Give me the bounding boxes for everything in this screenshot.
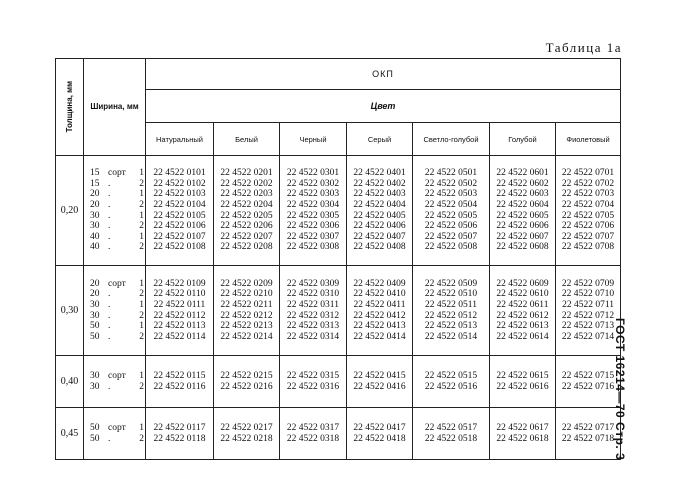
okp-code-cell bbox=[280, 408, 347, 460]
okp-code: 22 4522 0409 bbox=[353, 278, 406, 289]
okp-code: 22 4522 0413 bbox=[353, 321, 406, 332]
width-line bbox=[90, 371, 145, 382]
okp-code-cell bbox=[214, 156, 280, 266]
okp-code-cell bbox=[413, 266, 490, 356]
okp-code: 22 4522 0404 bbox=[353, 199, 406, 210]
okp-code: 22 4522 0705 bbox=[561, 210, 615, 221]
okp-code: 22 4522 0214 bbox=[220, 331, 273, 342]
okp-code: 22 4522 0502 bbox=[424, 178, 478, 189]
okp-code: 22 4522 0202 bbox=[220, 178, 273, 189]
okp-code: 22 4522 0112 bbox=[153, 310, 206, 321]
okp-code: 22 4522 0416 bbox=[353, 381, 406, 392]
okp-code: 22 4522 0714 bbox=[561, 331, 615, 342]
width-grade: 1 bbox=[139, 168, 144, 179]
okp-code: 22 4522 0417 bbox=[353, 422, 406, 433]
okp-code: 22 4522 0311 bbox=[287, 299, 339, 310]
width-sort: . bbox=[108, 433, 111, 444]
thickness-cell: 0,20 bbox=[56, 156, 84, 266]
okp-code-cell bbox=[413, 408, 490, 460]
okp-code: 22 4522 0407 bbox=[353, 231, 406, 242]
width-grade: 1 bbox=[139, 370, 144, 381]
width-grade: 1 bbox=[139, 321, 144, 332]
width-sort: . bbox=[108, 189, 111, 200]
okp-code: 22 4522 0108 bbox=[153, 242, 206, 253]
okp-code: 22 4522 0506 bbox=[424, 221, 478, 232]
width-sort: . bbox=[108, 310, 111, 321]
width-sort: . bbox=[108, 299, 111, 310]
okp-code: 22 4522 0617 bbox=[496, 422, 549, 433]
width-line bbox=[90, 311, 145, 322]
width-sort: . bbox=[108, 178, 111, 189]
width-line bbox=[90, 382, 145, 393]
width-grade: 2 bbox=[139, 381, 144, 392]
width-sort: . bbox=[108, 331, 111, 342]
okp-code: 22 4522 0706 bbox=[561, 221, 615, 232]
width-cell bbox=[84, 408, 146, 460]
width-sort: сорт bbox=[108, 168, 126, 179]
okp-code-cell bbox=[146, 408, 214, 460]
okp-code: 22 4522 0213 bbox=[220, 321, 273, 332]
okp-code: 22 4522 0305 bbox=[286, 210, 340, 221]
okp-code: 22 4522 0713 bbox=[561, 321, 615, 332]
width-w: 40 bbox=[90, 231, 100, 242]
okp-code: 22 4522 0315 bbox=[286, 370, 340, 381]
width-grade: 1 bbox=[139, 422, 144, 433]
color-white: Белый bbox=[214, 123, 280, 156]
okp-code-cell bbox=[347, 156, 413, 266]
width-line bbox=[90, 434, 145, 445]
width-line bbox=[90, 168, 145, 179]
okp-code: 22 4522 0116 bbox=[153, 381, 206, 392]
okp-table bbox=[55, 58, 621, 460]
okp-code: 22 4522 0106 bbox=[153, 221, 206, 232]
okp-code: 22 4522 0111 bbox=[153, 299, 206, 310]
width-line bbox=[90, 211, 145, 222]
width-w: 30 bbox=[90, 310, 100, 321]
okp-code: 22 4522 0313 bbox=[286, 321, 340, 332]
width-grade: 2 bbox=[139, 310, 144, 321]
okp-code-cell bbox=[556, 156, 621, 266]
okp-code: 22 4522 0104 bbox=[153, 199, 206, 210]
okp-code: 22 4522 0711 bbox=[562, 299, 614, 310]
okp-code: 22 4522 0414 bbox=[353, 331, 406, 342]
okp-code: 22 4522 0709 bbox=[561, 278, 615, 289]
width-w: 20 bbox=[90, 278, 100, 289]
okp-code: 22 4522 0511 bbox=[425, 299, 477, 310]
width-sort: . bbox=[108, 321, 111, 332]
okp-code: 22 4522 0605 bbox=[496, 210, 549, 221]
thickness-header bbox=[56, 59, 84, 156]
okp-header: ОКП bbox=[146, 59, 621, 90]
okp-code: 22 4522 0505 bbox=[424, 210, 478, 221]
width-line bbox=[90, 321, 145, 332]
okp-code: 22 4522 0218 bbox=[220, 433, 273, 444]
width-w: 50 bbox=[90, 321, 100, 332]
okp-code: 22 4522 0203 bbox=[220, 189, 273, 200]
okp-code: 22 4522 0303 bbox=[286, 189, 340, 200]
okp-code: 22 4522 0610 bbox=[496, 289, 549, 300]
okp-code: 22 4522 0507 bbox=[424, 231, 478, 242]
okp-code: 22 4522 0102 bbox=[153, 178, 206, 189]
okp-code: 22 4522 0401 bbox=[353, 168, 406, 179]
okp-code: 22 4522 0209 bbox=[220, 278, 273, 289]
width-line bbox=[90, 242, 145, 253]
okp-code: 22 4522 0310 bbox=[286, 289, 340, 300]
okp-code: 22 4522 0718 bbox=[561, 433, 615, 444]
okp-code: 22 4522 0304 bbox=[286, 199, 340, 210]
width-grade: 1 bbox=[139, 278, 144, 289]
width-w: 30 bbox=[90, 370, 100, 381]
okp-code: 22 4522 0207 bbox=[220, 231, 273, 242]
width-w: 20 bbox=[90, 189, 100, 200]
width-w: 15 bbox=[90, 168, 100, 179]
color-natural: Натуральный bbox=[146, 123, 214, 156]
width-sort: . bbox=[108, 199, 111, 210]
okp-code: 22 4522 0110 bbox=[153, 289, 206, 300]
okp-code: 22 4522 0616 bbox=[496, 381, 549, 392]
width-sort: . bbox=[108, 242, 111, 253]
okp-code: 22 4522 0611 bbox=[496, 299, 549, 310]
okp-code: 22 4522 0306 bbox=[286, 221, 340, 232]
okp-code-cell bbox=[490, 156, 556, 266]
okp-code: 22 4522 0509 bbox=[424, 278, 478, 289]
okp-code: 22 4522 0515 bbox=[424, 370, 478, 381]
width-line bbox=[90, 232, 145, 243]
width-grade: 1 bbox=[139, 210, 144, 221]
okp-code: 22 4522 0614 bbox=[496, 331, 549, 342]
okp-code: 22 4522 0604 bbox=[496, 199, 549, 210]
width-sort: . bbox=[108, 210, 111, 221]
side-caption: ГОСТ 16214—70 Стр. 3 bbox=[613, 318, 627, 461]
okp-code: 22 4522 0418 bbox=[353, 433, 406, 444]
okp-code: 22 4522 0208 bbox=[220, 242, 273, 253]
okp-code-cell bbox=[214, 266, 280, 356]
width-grade: 2 bbox=[139, 242, 144, 253]
color-violet: Фиолетовый bbox=[556, 123, 621, 156]
okp-code: 22 4522 0205 bbox=[220, 210, 273, 221]
okp-code: 22 4522 0408 bbox=[353, 242, 406, 253]
table-body bbox=[56, 156, 621, 460]
width-sort: сорт bbox=[108, 278, 126, 289]
okp-code: 22 4522 0704 bbox=[561, 199, 615, 210]
color-light-blue: Светло-голубой bbox=[413, 123, 490, 156]
okp-code: 22 4522 0211 bbox=[220, 299, 273, 310]
okp-code-cell bbox=[413, 356, 490, 408]
width-cell bbox=[84, 266, 146, 356]
width-line bbox=[90, 332, 145, 343]
width-cell bbox=[84, 156, 146, 266]
table-row bbox=[56, 408, 621, 460]
okp-code: 22 4522 0312 bbox=[286, 310, 340, 321]
okp-code: 22 4522 0201 bbox=[220, 168, 273, 179]
thickness-cell: 0,45 bbox=[56, 408, 84, 460]
width-grade: 1 bbox=[139, 189, 144, 200]
okp-code: 22 4522 0402 bbox=[353, 178, 406, 189]
okp-code: 22 4522 0702 bbox=[561, 178, 615, 189]
width-line bbox=[90, 221, 145, 232]
width-line bbox=[90, 300, 145, 311]
width-sort: . bbox=[108, 231, 111, 242]
thickness-cell: 0,40 bbox=[56, 356, 84, 408]
color-grey: Серый bbox=[347, 123, 413, 156]
okp-code: 22 4522 0716 bbox=[561, 381, 615, 392]
okp-code: 22 4522 0204 bbox=[220, 199, 273, 210]
table-title: Таблица 1а bbox=[545, 40, 622, 55]
okp-code: 22 4522 0517 bbox=[424, 422, 478, 433]
okp-code-cell bbox=[146, 356, 214, 408]
okp-code: 22 4522 0314 bbox=[286, 331, 340, 342]
okp-code: 22 4522 0602 bbox=[496, 178, 549, 189]
okp-code: 22 4522 0115 bbox=[153, 370, 206, 381]
width-grade: 2 bbox=[139, 221, 144, 232]
okp-code: 22 4522 0707 bbox=[561, 231, 615, 242]
table-row bbox=[56, 356, 621, 408]
width-line bbox=[90, 200, 145, 211]
okp-code: 22 4522 0510 bbox=[424, 289, 478, 300]
okp-code: 22 4522 0518 bbox=[424, 433, 478, 444]
okp-code: 22 4522 0210 bbox=[220, 289, 273, 300]
okp-code-cell bbox=[280, 266, 347, 356]
okp-code-cell bbox=[347, 356, 413, 408]
okp-code: 22 4522 0105 bbox=[153, 210, 206, 221]
okp-code: 22 4522 0411 bbox=[353, 299, 406, 310]
okp-code: 22 4522 0717 bbox=[561, 422, 615, 433]
okp-code: 22 4522 0503 bbox=[424, 189, 478, 200]
width-w: 20 bbox=[90, 289, 100, 300]
width-w: 15 bbox=[90, 178, 100, 189]
okp-code-cell bbox=[413, 156, 490, 266]
okp-code: 22 4522 0508 bbox=[424, 242, 478, 253]
okp-code: 22 4522 0215 bbox=[220, 370, 273, 381]
okp-code: 22 4522 0318 bbox=[286, 433, 340, 444]
okp-code: 22 4522 0216 bbox=[220, 381, 273, 392]
okp-code-cell bbox=[490, 408, 556, 460]
okp-code: 22 4522 0710 bbox=[561, 289, 615, 300]
width-sort: . bbox=[108, 289, 111, 300]
okp-code: 22 4522 0109 bbox=[153, 278, 206, 289]
color-blue: Голубой bbox=[490, 123, 556, 156]
okp-code: 22 4522 0618 bbox=[496, 433, 549, 444]
width-w: 30 bbox=[90, 299, 100, 310]
okp-code: 22 4522 0609 bbox=[496, 278, 549, 289]
okp-code-cell bbox=[214, 408, 280, 460]
okp-code: 22 4522 0516 bbox=[424, 381, 478, 392]
width-sort: сорт bbox=[108, 370, 126, 381]
okp-code: 22 4522 0513 bbox=[424, 321, 478, 332]
okp-code: 22 4522 0308 bbox=[286, 242, 340, 253]
okp-code: 22 4522 0501 bbox=[424, 168, 478, 179]
okp-code: 22 4522 0302 bbox=[286, 178, 340, 189]
width-w: 20 bbox=[90, 199, 100, 210]
color-header: Цвет bbox=[146, 90, 621, 123]
width-w: 30 bbox=[90, 221, 100, 232]
okp-code: 22 4522 0114 bbox=[153, 331, 206, 342]
width-w: 30 bbox=[90, 381, 100, 392]
okp-code: 22 4522 0206 bbox=[220, 221, 273, 232]
width-w: 30 bbox=[90, 210, 100, 221]
okp-code: 22 4522 0603 bbox=[496, 189, 549, 200]
okp-code: 22 4522 0107 bbox=[153, 231, 206, 242]
okp-code: 22 4522 0101 bbox=[153, 168, 206, 179]
okp-code: 22 4522 0606 bbox=[496, 221, 549, 232]
width-grade: 2 bbox=[139, 433, 144, 444]
okp-code: 22 4522 0608 bbox=[496, 242, 549, 253]
width-header: Ширина, мм bbox=[84, 59, 146, 156]
okp-code: 22 4522 0703 bbox=[561, 189, 615, 200]
color-black: Черный bbox=[280, 123, 347, 156]
okp-code: 22 4522 0701 bbox=[561, 168, 615, 179]
width-grade: 1 bbox=[139, 231, 144, 242]
okp-code-cell bbox=[146, 266, 214, 356]
width-w: 50 bbox=[90, 331, 100, 342]
width-grade: 1 bbox=[139, 299, 144, 310]
width-sort: сорт bbox=[108, 422, 126, 433]
okp-code: 22 4522 0301 bbox=[286, 168, 340, 179]
okp-code: 22 4522 0613 bbox=[496, 321, 549, 332]
width-sort: . bbox=[108, 221, 111, 232]
width-sort: . bbox=[108, 381, 111, 392]
okp-code: 22 4522 0607 bbox=[496, 231, 549, 242]
okp-code: 22 4522 0514 bbox=[424, 331, 478, 342]
width-grade: 2 bbox=[139, 178, 144, 189]
okp-code: 22 4522 0612 bbox=[496, 310, 549, 321]
okp-code-cell bbox=[490, 266, 556, 356]
width-w: 40 bbox=[90, 242, 100, 253]
okp-code: 22 4522 0118 bbox=[153, 433, 206, 444]
okp-code: 22 4522 0117 bbox=[153, 422, 206, 433]
okp-code: 22 4522 0708 bbox=[561, 242, 615, 253]
okp-code-cell bbox=[280, 356, 347, 408]
width-grade: 2 bbox=[139, 199, 144, 210]
width-cell bbox=[84, 356, 146, 408]
table-row bbox=[56, 266, 621, 356]
width-grade: 2 bbox=[139, 331, 144, 342]
width-w: 50 bbox=[90, 433, 100, 444]
okp-code: 22 4522 0217 bbox=[220, 422, 273, 433]
okp-code: 22 4522 0415 bbox=[353, 370, 406, 381]
okp-code: 22 4522 0212 bbox=[220, 310, 273, 321]
thickness-cell: 0,30 bbox=[56, 266, 84, 356]
width-line bbox=[90, 279, 145, 290]
okp-code: 22 4522 0403 bbox=[353, 189, 406, 200]
okp-code-cell bbox=[214, 356, 280, 408]
width-w: 50 bbox=[90, 422, 100, 433]
width-line bbox=[90, 423, 145, 434]
okp-code: 22 4522 0601 bbox=[496, 168, 549, 179]
okp-code: 22 4522 0316 bbox=[286, 381, 340, 392]
width-line bbox=[90, 179, 145, 190]
okp-code: 22 4522 0504 bbox=[424, 199, 478, 210]
okp-code-cell bbox=[347, 266, 413, 356]
okp-code: 22 4522 0307 bbox=[286, 231, 340, 242]
width-line bbox=[90, 189, 145, 200]
okp-code: 22 4522 0113 bbox=[153, 321, 206, 332]
okp-code: 22 4522 0309 bbox=[286, 278, 340, 289]
okp-code: 22 4522 0405 bbox=[353, 210, 406, 221]
okp-code: 22 4522 0410 bbox=[353, 289, 406, 300]
okp-code: 22 4522 0412 bbox=[353, 310, 406, 321]
table-row bbox=[56, 156, 621, 266]
okp-code: 22 4522 0103 bbox=[153, 189, 206, 200]
okp-code: 22 4522 0317 bbox=[286, 422, 340, 433]
okp-code: 22 4522 0615 bbox=[496, 370, 549, 381]
okp-code: 22 4522 0715 bbox=[561, 370, 615, 381]
okp-code: 22 4522 0712 bbox=[561, 310, 615, 321]
okp-code-cell bbox=[146, 156, 214, 266]
okp-code-cell bbox=[280, 156, 347, 266]
width-grade: 2 bbox=[139, 289, 144, 300]
thickness-header-label: Толщина, мм bbox=[65, 81, 74, 133]
okp-code-cell bbox=[490, 356, 556, 408]
width-line bbox=[90, 289, 145, 300]
okp-code: 22 4522 0512 bbox=[424, 310, 478, 321]
okp-code-cell bbox=[347, 408, 413, 460]
okp-code: 22 4522 0406 bbox=[353, 221, 406, 232]
